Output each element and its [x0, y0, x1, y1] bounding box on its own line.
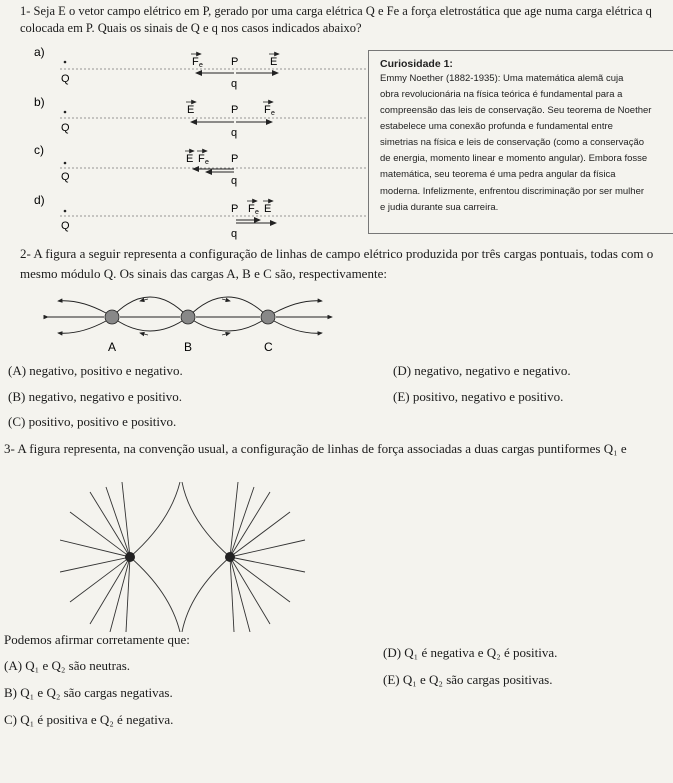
- curiosity-line: compreensão das leis de conservação. Seu teorema de Noether: [380, 105, 652, 116]
- q2-field-figure: [40, 285, 340, 360]
- charge-a: [105, 310, 119, 324]
- charge-a-label: A: [108, 340, 117, 354]
- case-b-E: E: [187, 104, 195, 116]
- case-a-F: F: [192, 56, 199, 68]
- case-c-charge-dot: [64, 162, 67, 165]
- q2-statement-line2: mesmo módulo Q. Os sinais das cargas A, B e C são, respectivamente:: [20, 266, 387, 281]
- case-a-charge-dot: [64, 61, 67, 64]
- q3-option-a[interactable]: (A) Q₁ e Q₂ são neutras.: [4, 658, 131, 673]
- q2-option-d[interactable]: (D) negativo, negativo e negativo.: [393, 363, 571, 378]
- case-b-F-sub: e: [271, 110, 275, 117]
- case-d-letter: d): [34, 193, 45, 207]
- case-d-Q: Q: [61, 220, 70, 232]
- case-a-P: P: [231, 56, 239, 68]
- q3-option-c[interactable]: C) Q₁ é positiva e Q₂ é negativa.: [4, 712, 174, 727]
- case-b-letter: b): [34, 95, 45, 109]
- q3-option-e[interactable]: (E) Q₁ e Q₂ são cargas positivas.: [383, 672, 553, 687]
- case-c-E: E: [186, 153, 194, 165]
- q3-option-d[interactable]: (D) Q₁ é negativa e Q₂ é positiva.: [383, 645, 558, 660]
- case-b-P: P: [231, 104, 239, 116]
- curiosity-line: matemática, seu teorema é uma pedra angular da física: [380, 169, 616, 180]
- curiosity-line: estabelece uma conexão profunda e fundamental entre: [380, 121, 613, 132]
- curiosity-line: e judia durante sua carreira.: [380, 202, 499, 213]
- charge-q1: [125, 552, 135, 562]
- case-a-Q: Q: [61, 73, 70, 85]
- q1-statement-line1: 1- Seja E o vetor campo elétrico em P, gerado por uma carga elétrica Q e Fe a força eletrostática que age numa carga elétrica q: [20, 4, 652, 18]
- case-d-E: E: [264, 203, 272, 215]
- case-a-q: q: [231, 78, 238, 90]
- case-d-F-sub: e: [255, 209, 259, 216]
- case-d-P: P: [231, 203, 239, 215]
- charge-b: [181, 310, 195, 324]
- q3-option-b[interactable]: B) Q₁ e Q₂ são cargas negativas.: [4, 685, 173, 700]
- curiosity-line: moderna. Infelizmente, enfrentou discriminação por ser mulher: [380, 186, 645, 197]
- case-a-F-sub: e: [199, 62, 203, 69]
- q3-question: Podemos afirmar corretamente que:: [4, 632, 190, 647]
- q2-statement-line1: 2- A figura a seguir representa a configuração de linhas de campo elétrico produzida por três cargas pontuais, todas com o: [20, 246, 654, 261]
- q2-option-a[interactable]: (A) negativo, positivo e negativo.: [8, 363, 183, 378]
- curiosity-line: de energia, momento linear e momento angular). Embora fosse: [380, 153, 648, 164]
- case-b-Q: Q: [61, 122, 70, 134]
- case-b-F: F: [264, 104, 271, 116]
- case-a-letter: a): [34, 45, 45, 59]
- case-b-charge-dot: [64, 111, 67, 114]
- charge-c-label: C: [264, 340, 273, 354]
- case-c-Q: Q: [61, 171, 70, 183]
- case-c-letter: c): [34, 143, 44, 157]
- q3-field-figure: [60, 482, 310, 632]
- case-d-charge-dot: [64, 210, 67, 213]
- case-c-q: q: [231, 175, 238, 187]
- q2-option-b[interactable]: (B) negativo, negativo e positivo.: [8, 389, 183, 404]
- q3-statement-line1: 3- A figura representa, na convenção usual, a configuração de linhas de força associadas a duas cargas puntiformes Q₁ e: [4, 441, 627, 456]
- curiosity-line: simetrias na física e leis de conservação (como a conservação: [380, 137, 645, 148]
- curiosity-title: Curiosidade 1:: [380, 58, 453, 70]
- case-c-F: F: [198, 153, 205, 165]
- curiosity-line: obra revolucionária na física teórica é fundamental para a: [380, 89, 623, 100]
- case-d-F: F: [248, 203, 255, 215]
- q2-option-e[interactable]: (E) positivo, negativo e positivo.: [393, 389, 564, 404]
- charge-q2: [225, 552, 235, 562]
- case-c-F-sub: e: [205, 159, 209, 166]
- q1-statement-line2: colocada em P. Quais os sinais de Q e q nos casos indicados abaixo?: [20, 21, 362, 35]
- q2-option-c[interactable]: (C) positivo, positivo e positivo.: [8, 414, 177, 429]
- case-c-P: P: [231, 153, 239, 165]
- q1-diagrams: [0, 40, 368, 240]
- case-d-q: q: [231, 228, 238, 240]
- case-b-q: q: [231, 127, 238, 139]
- curiosity-line: Emmy Noether (1882-1935): Uma matemática alemã cuja: [380, 73, 624, 84]
- charge-b-label: B: [184, 340, 193, 354]
- case-a-E: E: [270, 56, 278, 68]
- charge-c: [261, 310, 275, 324]
